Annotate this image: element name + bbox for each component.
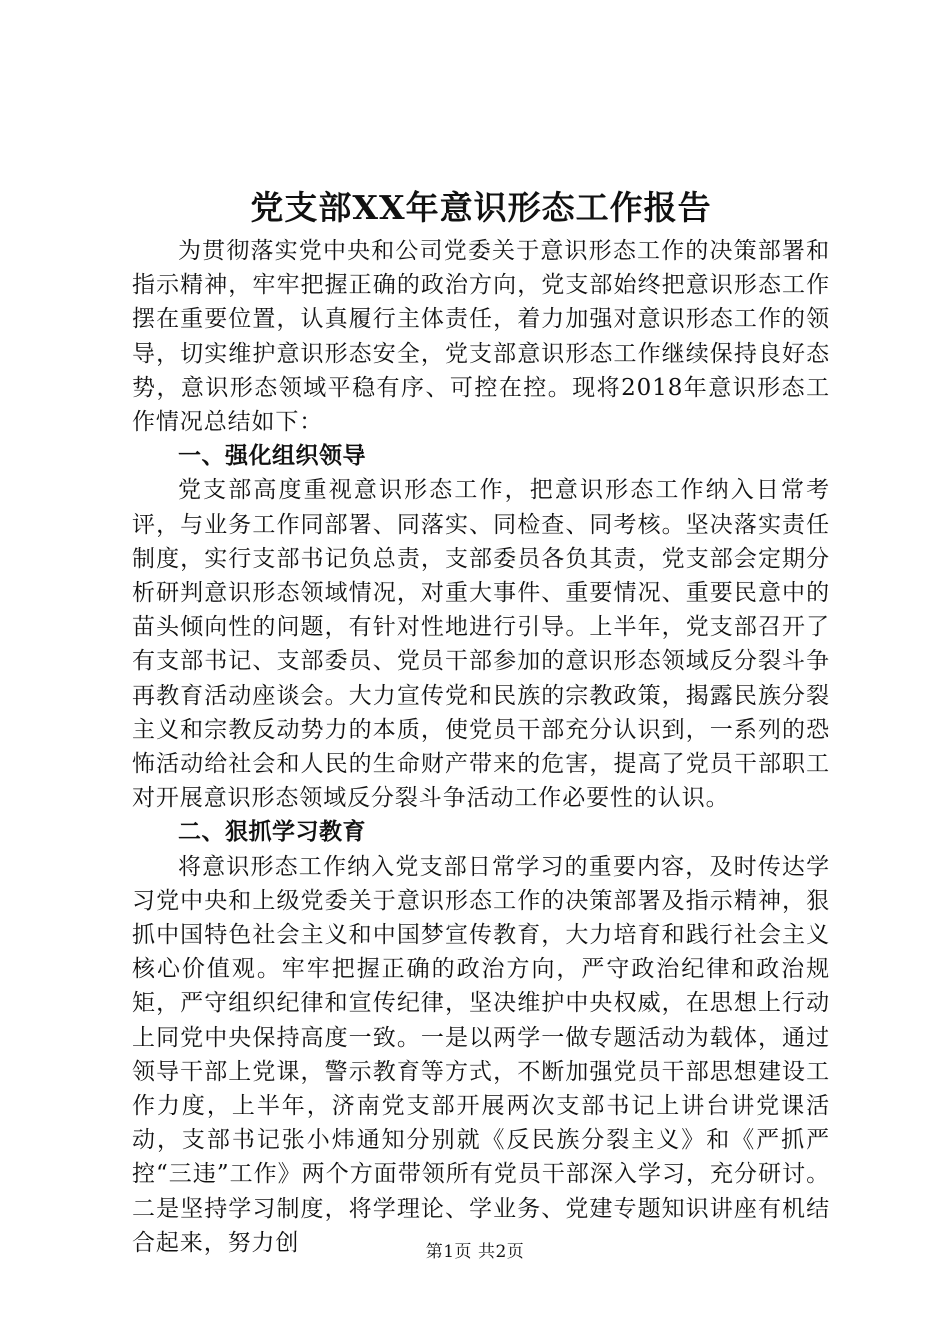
section-organization-leadership [132,439,830,815]
section-paragraph: 党支部高度重视意识形态工作，把意识形态工作纳入日常考评，与业务工作同部署、同落实、同检查、同考核。坚决落实责任制度，实行支部书记负总责，支部委员各负其责，党支部会定期分析研判意识形态领域情况，对重大事件、重要情况、重要民意中的苗头倾向性的问题，有针对性地进行引导。上半年，党支部召开了有支部书记、支部委员、党员干部参加的意识形态领域反分裂斗争再教育活动座谈会。大力宣传党和民族的宗教政策，揭露民族分裂主义和宗教反动势力的本质，使党员干部充分认识到，一系列的恐怖活动给社会和人民的生命财产带来的危害，提高了党员干部职工对开展意识形态领域反分裂斗争活动工作必要性的认识。 [132,477,830,812]
section-heading: 二、狠抓学习教育 [178,819,366,846]
intro-paragraph: 为贯彻落实党中央和公司党委关于意识形态工作的决策部署和指示精神，牢牢把握正确的政治方向，党支部始终把意识形态工作摆在重要位置，认真履行主体责任，着力加强对意识形态工作的领导，切实维护意识形态安全，党支部意识形态工作继续保持良好态势，意识形态领域平稳有序、可控在控。现将2018年意识形态工作情况总结如下： [132,238,830,436]
section-heading: 一、强化组织领导 [178,443,366,470]
section-paragraph: 将意识形态工作纳入党支部日常学习的重要内容，及时传达学习党中央和上级党委关于意识形态工作的决策部署及指示精神，狠抓中国特色社会主义和中国梦宣传教育，大力培育和践行社会主义核心价值观。牢牢把握正确的政治方向，严守政治纪律和政治规矩，严守组织纪律和宣传纪律，坚决维护中央权威，在思想上行动上同党中央保持高度一致。一是以两学一做专题活动为载体，通过领导干部上党课，警示教育等方式，不断加强党员干部思想建设工作力度，上半年，济南党支部开展两次支部书记上讲台讲党课活动，支部书记张小炜通知分别就《反民族分裂主义》和《严抓严控“三违”工作》两个方面带领所有党员干部深入学习，充分研讨。二是坚持学习制度，将学理论、学业务、党建专题知识讲座有机结合起来，努力创 [132,853,830,1256]
page-number-footer: 第1页 共2页 [425,1242,525,1262]
document-title: 党支部XX年意识形态工作报告 [250,188,712,227]
section-study-education [132,815,830,1260]
document-body [132,234,830,1260]
